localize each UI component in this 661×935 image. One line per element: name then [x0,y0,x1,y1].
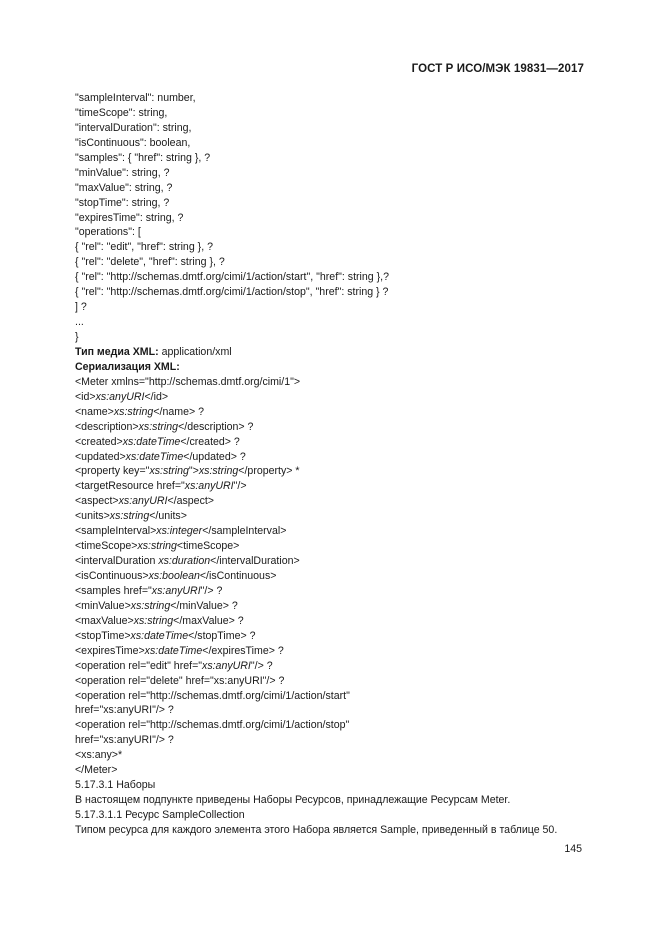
text-segment: xs:boolean [148,570,200,582]
text-segment: <maxValue> [75,614,134,627]
text-segment: <minValue> [75,599,131,612]
text-segment: ... [75,316,84,329]
text-segment: ] ? [75,301,87,314]
text-line [75,539,595,554]
text-segment: </units> [149,510,187,523]
text-line [75,569,595,584]
text-segment: href="xs:anyURI"/> ? [75,704,174,717]
text-line [75,793,595,808]
text-segment: </minValue> ? [170,599,238,612]
text-line [75,166,595,181]
text-line [75,479,595,494]
text-segment: xs:string [137,540,177,553]
text-segment: "sampleInterval": number, [75,92,196,104]
text-line [75,823,595,838]
text-segment: <units> [75,510,110,523]
text-line [75,689,595,704]
text-segment: </intervalDuration> [210,555,300,568]
text-line [75,464,595,479]
text-line [75,599,595,614]
text-segment: </sampleInterval> [202,525,287,538]
document-header: ГОСТ Р ИСО/МЭК 19831—2017 [411,63,584,75]
text-line [75,211,595,226]
text-segment: </description> ? [178,420,254,433]
text-line [75,450,595,465]
text-segment: <operation rel="edit" href=" [75,659,203,672]
text-segment: xs:dateTime [144,644,203,657]
text-segment: Тип медиа XML: [75,345,159,358]
text-line [75,748,595,763]
text-segment: xs:dateTime [130,629,189,642]
text-segment: 5.17.3.1.1 Ресурс SampleCollection [75,809,245,821]
text-segment: <timeScope> [176,540,240,553]
text-line [75,808,595,823]
text-segment: { "rel": "delete", "href": string }, ? [75,256,225,269]
text-line [75,330,595,345]
text-segment: 5.17.3.1 Наборы [75,779,156,792]
text-segment: <id> [75,390,96,403]
text-line [75,420,595,435]
text-segment: xs:string [109,510,150,523]
text-line [75,554,595,569]
text-segment: xs:dateTime [125,450,184,463]
text-segment: xs:anyURI [95,390,145,403]
text-segment: "/> [233,480,247,493]
text-line [75,733,595,748]
text-segment: <created> [75,435,123,448]
text-segment: <timeScope> [75,540,138,553]
text-segment: { "rel": "http://schemas.dmtf.org/cimi/1/action/stop", "href": string } ? [75,286,389,299]
text-segment: application/xml [158,345,232,358]
text-segment: "minValue": string, ? [75,166,170,179]
text-line [75,360,595,375]
text-line [75,345,595,360]
text-segment: xs:string [113,405,154,418]
text-segment: xs:integer [156,525,203,538]
text-segment: <description> [75,420,139,433]
text-segment: xs:string [133,614,174,627]
text-line [75,196,595,211]
text-line [75,255,595,270]
text-segment: xs:string [138,420,179,433]
text-segment: xs:anyURI [118,495,168,508]
text-segment: "> [188,465,199,478]
text-segment: <updated> [75,450,126,463]
text-segment: В настоящем подпункте приведены Наборы Ресурсов, принадлежащие Ресурсам Meter. [75,794,511,807]
text-line [75,659,595,674]
text-line [75,718,595,733]
text-segment: "samples": { "href": string }, ? [75,151,211,164]
text-segment: xs:anyURI [184,480,234,493]
text-line [75,225,595,240]
text-segment: href="xs:anyURI"/> ? [75,734,174,747]
text-line [75,524,595,539]
text-line [75,763,595,778]
text-line [75,494,595,509]
text-line [75,629,595,644]
text-segment: <isContinuous> [75,570,149,582]
page-body [75,91,595,838]
text-segment: <targetResource href=" [75,480,185,493]
text-segment: <operation rel="http://schemas.dmtf.org/cimi/1/action/stop" [75,719,350,732]
text-line [75,136,595,151]
text-segment: { "rel": "edit", "href": string }, ? [75,241,213,254]
text-segment: <Meter xmlns="http://schemas.dmtf.org/cimi/1"> [75,375,301,388]
text-segment: <name> [75,405,114,418]
text-segment: xs:string [198,465,239,478]
text-segment: xs:duration [158,555,211,568]
text-segment: </id> [144,390,169,403]
text-segment: <stopTime> [75,629,131,642]
text-segment: <sampleInterval> [75,525,157,538]
text-line [75,315,595,330]
text-segment: xs:anyURI [202,659,251,672]
text-segment: </updated> ? [183,450,246,463]
text-line [75,390,595,405]
text-segment: </expiresTime> ? [202,644,284,657]
text-line [75,703,595,718]
text-line [75,614,595,629]
text-segment: "/> ? [250,659,273,672]
text-segment: Типом ресурса для каждого элемента этого Набора является Sample, приведенный в таблице 50. [75,823,558,836]
text-segment: </Meter> [75,764,118,777]
text-segment: "stopTime": string, ? [75,196,170,209]
text-line [75,584,595,599]
text-segment: "maxValue": string, ? [75,181,173,194]
text-segment: <operation rel="http://schemas.dmtf.org/cimi/1/action/start" [75,689,350,702]
text-segment: "operations": [ [75,226,141,239]
text-segment: </maxValue> ? [173,614,244,627]
text-segment: <expiresTime> [75,644,145,657]
text-segment: <aspect> [75,495,119,508]
text-line [75,121,595,136]
text-line [75,509,595,524]
text-line [75,435,595,450]
text-segment: <xs:any>* [75,749,123,762]
text-line [75,106,595,121]
text-line [75,285,595,300]
text-line [75,644,595,659]
text-line [75,270,595,285]
text-line [75,240,595,255]
text-line [75,151,595,166]
text-segment: "timeScope": string, [75,106,168,119]
text-line [75,181,595,196]
text-segment: "isContinuous": boolean, [75,136,191,149]
text-line [75,91,595,106]
text-segment: </isContinuous> [199,570,277,582]
text-line [75,405,595,420]
text-segment: <property key=" [75,465,150,478]
text-segment: xs:dateTime [122,435,181,448]
text-segment: <operation rel="delete" href="xs:anyURI"/> ? [75,674,285,687]
text-segment: </created> ? [180,435,240,448]
text-segment: { "rel": "http://schemas.dmtf.org/cimi/1/action/start", "href": string },? [75,271,390,284]
page-number: 145 [564,843,582,855]
text-segment: Сериализация XML: [75,360,180,373]
text-segment: xs:anyURI [151,584,201,597]
text-segment: "intervalDuration": string, [75,121,192,134]
text-segment: "/> ? [200,584,223,597]
text-segment: } [75,331,79,343]
text-segment: xs:string [149,465,189,478]
text-line [75,778,595,793]
text-segment: <intervalDuration [75,555,159,568]
text-line [75,674,595,689]
text-segment: </name> ? [153,405,204,418]
text-line [75,300,595,315]
text-line [75,375,595,390]
text-segment: <samples href=" [75,584,152,597]
text-segment: </property> * [238,465,300,478]
text-segment: </aspect> [167,495,214,508]
text-segment: "expiresTime": string, ? [75,211,184,224]
text-segment: </stopTime> ? [188,629,256,642]
text-segment: xs:string [130,599,171,612]
